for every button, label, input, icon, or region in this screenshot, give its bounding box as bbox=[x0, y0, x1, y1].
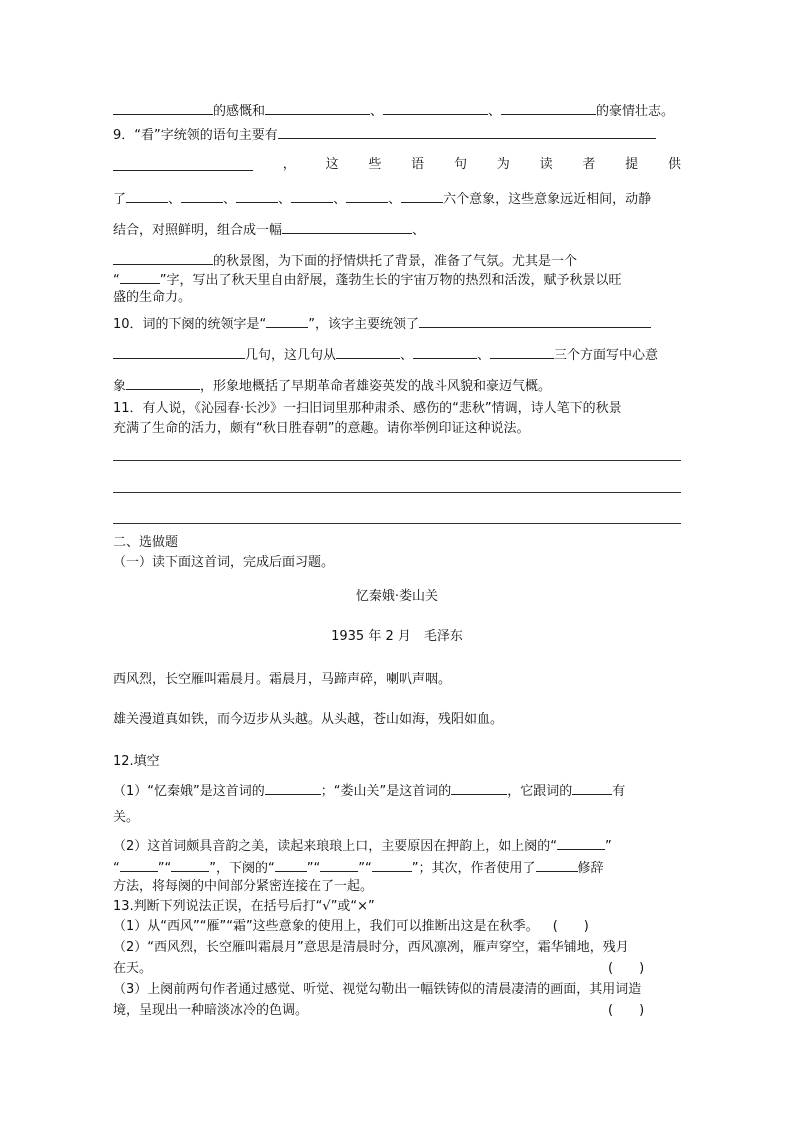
poem-line: 雄关漫道真如铁，而今迈步从头越。从头越，苍山如海，残阳如血。 bbox=[113, 712, 504, 727]
answer-bracket[interactable]: ( ) bbox=[608, 1003, 645, 1018]
q8-tail-line: 的感慨和 、 、 的豪情壮志。 bbox=[113, 99, 674, 122]
blank[interactable] bbox=[181, 187, 223, 203]
q12-part1-line2: 关。 bbox=[113, 810, 140, 825]
blank[interactable] bbox=[346, 187, 388, 203]
q12-part2-line3: 方法，将每阕的中间部分紧密连接在了一起。 bbox=[113, 879, 374, 894]
q12-part1: （1）“忆秦娥”是这首词的 ；“娄山关”是这首词的 ，它跟词的 有 bbox=[113, 779, 625, 802]
q13-statement-2-line2: 在天。 bbox=[113, 961, 153, 976]
blank[interactable] bbox=[171, 856, 209, 872]
blank[interactable] bbox=[236, 187, 278, 203]
blank[interactable] bbox=[282, 218, 412, 234]
blank[interactable] bbox=[265, 99, 370, 115]
q13-statement-3-line1: （3）上阕前两句作者通过感觉、听觉、视觉勾勒出一幅铁铸似的清晨凄清的画面，其用词造 bbox=[113, 982, 642, 997]
blank[interactable] bbox=[401, 187, 443, 203]
q10-line3: 象 ，形象地概括了早期革命者雄姿英发的战斗风貌和豪迈气概。 bbox=[113, 374, 551, 397]
blank[interactable] bbox=[265, 779, 321, 795]
blank[interactable] bbox=[113, 99, 213, 115]
blank[interactable] bbox=[113, 155, 253, 171]
q11-line2: 充满了生命的活力，颇有“秋日胜春朝”的意趣。请你举例印证这种说法。 bbox=[113, 421, 530, 436]
blank[interactable] bbox=[266, 312, 308, 328]
answer-line[interactable] bbox=[113, 460, 681, 461]
q10-line2: 几句，这几句从 、 、 三个方面写中心意 bbox=[113, 343, 658, 366]
q10-line1: 10．词的下阕的统领字是“ ”，该字主要统领了 bbox=[113, 312, 651, 335]
blank[interactable] bbox=[336, 343, 400, 359]
q9-line4: 结合，对照鲜明，组合成一幅 、 bbox=[113, 218, 425, 241]
poem-line: 西风烈，长空雁叫霜晨月。霜晨月，马蹄声碎，喇叭声咽。 bbox=[113, 672, 452, 687]
answer-bracket[interactable]: ( ) bbox=[608, 961, 645, 976]
q13-statement-3-line2: 境，呈现出一种暗淡冰冷的色调。 bbox=[113, 1003, 309, 1018]
q9-line6: “ ”字，写出了秋天里自由舒展，蓬勃生长的宇宙万物的热烈和活泼，赋予秋景以旺 bbox=[113, 268, 622, 291]
blank[interactable] bbox=[113, 249, 213, 265]
blank[interactable] bbox=[126, 187, 168, 203]
blank[interactable] bbox=[413, 343, 477, 359]
answer-line[interactable] bbox=[113, 523, 681, 524]
poem-meta: 1935 年 2 月 毛泽东 bbox=[331, 629, 463, 644]
blank[interactable] bbox=[451, 779, 507, 795]
blank[interactable] bbox=[126, 374, 200, 390]
q9-line5: 的秋景图，为下面的抒情烘托了背景，准备了气氛。尤其是一个 bbox=[113, 249, 577, 272]
q13-statement-1: （1）从“西风”“雁”“霜”这些意象的使用上，我们可以推断出这是在秋季。 ( ) bbox=[113, 919, 589, 934]
answer-line[interactable] bbox=[113, 492, 681, 493]
blank[interactable] bbox=[120, 268, 160, 284]
q9-line7: 盛的生命力。 bbox=[113, 290, 192, 305]
blank[interactable] bbox=[383, 99, 488, 115]
blank[interactable] bbox=[320, 856, 358, 872]
poem-title: 忆秦娥·娄山关 bbox=[355, 589, 439, 604]
q13-title: 13.判断下列说法正误，在括号后打“√”或“×” bbox=[113, 899, 375, 914]
blank[interactable] bbox=[278, 123, 656, 139]
q11-line1: 11．有人说，《沁园春·长沙》一扫旧词里那种肃杀、感伤的“悲秋”情调，诗人笔下的秋景 bbox=[113, 401, 622, 416]
answer-bracket[interactable]: ( ) bbox=[552, 919, 589, 934]
q12-part2-line2: “ ”“ ”，下阕的“ ”“ ”“ ”；其次，作者使用了 修辞 bbox=[113, 856, 604, 879]
blank[interactable] bbox=[557, 834, 605, 850]
q9-line3: 了 、 、 、 、 、 六个意象，这些意象远近相间，动静 bbox=[113, 187, 651, 210]
blank[interactable] bbox=[501, 99, 596, 115]
blank[interactable] bbox=[572, 779, 612, 795]
blank[interactable] bbox=[120, 856, 158, 872]
q12-title: 12.填空 bbox=[113, 754, 160, 769]
q13-statement-2-line1: （2）“西风烈，长空雁叫霜晨月”意思是清晨时分，西风凛冽，雁声穿空，霜华铺地，残月 bbox=[113, 940, 629, 955]
blank[interactable] bbox=[490, 343, 554, 359]
blank[interactable] bbox=[275, 856, 307, 872]
section-title: 二、选做题 bbox=[113, 535, 179, 550]
blank[interactable] bbox=[113, 343, 245, 359]
blank[interactable] bbox=[536, 856, 578, 872]
q12-part2-line1: （2）这首词颇具音韵之美，读起来琅琅上口，主要原因在押韵上，如上阕的“ ” bbox=[113, 834, 612, 857]
blank[interactable] bbox=[291, 187, 333, 203]
q9-line2: ， 这 些 语 句 为 读 者 提 供 bbox=[113, 155, 681, 175]
section-subtitle: （一）读下面这首词，完成后面习题。 bbox=[113, 555, 335, 570]
blank[interactable] bbox=[372, 856, 412, 872]
blank[interactable] bbox=[419, 312, 651, 328]
q9-line1: 9．“看”字统领的语句主要有 bbox=[113, 123, 656, 146]
